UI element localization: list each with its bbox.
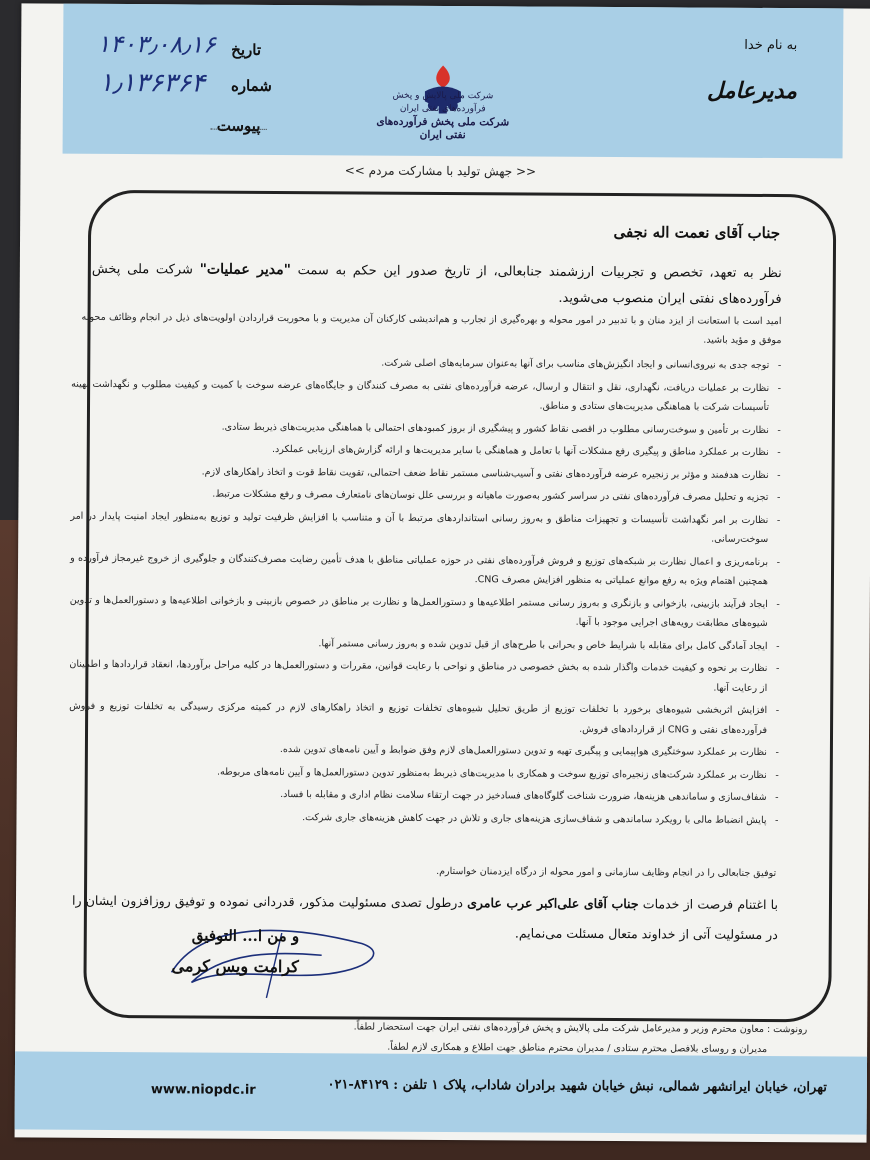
list-item: - ایجاد فرآیند بازبینی، بازخوانی و بازنگری و به‌روز رسانی مستمر اطلاعیه‌ها و دستورالعمل‌ها و نظارت بر مناطق در خصوص بازبینی و بازخوانی اطلاعیه‌ها و دستورالعمل‌ها و تدوین شیوه‌های مطابقت رویه‌های اجرایی موجود با آنها. bbox=[70, 590, 780, 633]
cc-line1-text: معاون محترم وزیر و مدیرعامل شرکت ملی پالایش و پخش فرآورده‌های نفتی ایران جهت استحضار لطفاً. bbox=[353, 1021, 764, 1035]
cc-label: رونوشت : bbox=[766, 1023, 808, 1036]
issuer-role: مدیرعامل bbox=[706, 77, 798, 105]
date-label: تاریخ bbox=[231, 40, 262, 59]
list-item: - شفاف‌سازی و ساماندهی هزینه‌ها، ضرورت شناخت گلوگاه‌های فسادخیز در جهت ارتقاء سلامت نظام اداری و مقابله با فساد. bbox=[69, 784, 779, 808]
duties-list bbox=[68, 352, 781, 833]
cc-block bbox=[107, 1016, 807, 1060]
attachment-label: پیوست bbox=[216, 116, 261, 135]
position-title: "مدیر عملیات" bbox=[199, 261, 291, 279]
number-label: شماره bbox=[230, 76, 272, 95]
website: www.niopdc.ir bbox=[150, 1082, 256, 1098]
list-item: - افزایش اثربخشی شیوه‌های برخورد با تخلفات توزیع از طریق تحلیل شیوه‌های تخلفات توزیع و اتخاذ راهکارهای لازم در کمیته مرکزی رسیدگی به تخلفات توزیع و فروش فرآورده‌های نفتی و CNG از قراردادهای فروش. bbox=[69, 697, 779, 740]
date-handwritten: ۱۴۰۳٫۰۸٫۱۶ bbox=[97, 29, 217, 59]
footer-address bbox=[327, 1077, 826, 1095]
list-item: - تجزیه و تحلیل مصرف فرآورده‌های نفتی در سراسر کشور به‌صورت ماهیانه و بررسی علل نوسان‌های نامتعارف مصرف و رفع مشکلات مرتبط. bbox=[70, 484, 780, 508]
list-item: - ایجاد آمادگی کامل برای مقابله با شرایط خاص و بحرانی با طرح‌های از قبل تدوین شده و به‌روز رسانی مستمر آنها. bbox=[70, 632, 780, 656]
predecessor-name: جناب آقای علی‌اکبر عرب عامری bbox=[467, 895, 639, 912]
list-item: - برنامه‌ریزی و اعمال نظارت بر شبکه‌های توزیع و فروش فرآورده‌های نفتی در حوزه عملیاتی مناطق با هدف تأمین رضایت مصرف‌کنندگان و جلوگیری از خروج غیرمجاز فرآورده و همچنین اهتمام ویژه به رفع موانع عملیاتی به منظور افزایش مصرف CNG. bbox=[70, 548, 780, 591]
list-item: - نظارت بر عملیات دریافت، نگهداری، نقل و انتقال و ارسال، عرضه فرآورده‌های نفتی به مصرف کنندگان و جایگاه‌های عرضه سوخت با کمیت و کیفیت مطلوب و نگهداشت بهینه تأسیسات شرکت با هماهنگی مدیریت‌های ستادی و مناطق. bbox=[71, 374, 781, 417]
org-name bbox=[373, 90, 513, 143]
recipient: جناب آقای نعمت اله نجفی bbox=[613, 223, 781, 243]
invocation-text: به نام خدا bbox=[744, 37, 798, 54]
letter-page bbox=[15, 3, 870, 1142]
signoff: و من ا... التوفیق bbox=[191, 926, 300, 946]
cc-line2-text: مدیران و روسای بلافصل محترم ستادی / مدیران محترم مناطق جهت اطلاع و همکاری لازم لطفاً. bbox=[387, 1041, 768, 1055]
list-item: - نظارت بر عملکرد مناطق و پیگیری رفع مشکلات آنها با تعامل و هماهنگی با سایر مدیریت‌ها و ارائه گزارش‌های ارزیابی عملکرد. bbox=[71, 439, 781, 463]
list-item: - نظارت بر امر نگهداشت تأسیسات و تجهیزات مناطق و بەروز رسانی استانداردهای مرتبط با آن و متناسب با افزایش ظرفیت تولید و توزیع به‌منظور ایجاد امنیت پایدار در امر سوخت‌رسانی. bbox=[70, 506, 780, 549]
intro-cont: شرکت ملی پخش فرآورده‌های نفتی ایران منصوب می‌شوید. bbox=[91, 261, 782, 308]
signatory-name: کرامت ویس کرمی bbox=[171, 956, 299, 977]
appointment-paragraph bbox=[92, 256, 782, 313]
intro-text: نظر به تعهد، تخصص و تجربیات ارزشمند جنابعالی، از تاریخ صدور این حکم به سمت bbox=[297, 263, 782, 282]
list-item: - نظارت بر نحوه و کیفیت خدمات واگذار شده به بخش خصوصی در مناطق و نواحی با رعایت قوانین، مقررات و دستورالعمل‌ها در کلیه مراحل برآوردها، انعقاد قراردادها و اطمینان از رعایت آنها. bbox=[69, 655, 779, 698]
list-item: - توجه جدی به نیروی‌انسانی و ایجاد انگیزش‌های مناسب برای آنها به‌عنوان سرمایه‌های اصلی شرکت. bbox=[71, 352, 781, 376]
address-text: تهران، خیابان ایرانشهر شمالی، نبش خیابان شهید برادران شاداب، پلاک ۱ bbox=[431, 1077, 827, 1096]
list-item: - نظارت هدفمند و مؤثر بر زنجیره عرضه فرآورده‌های نفتی و آسیب‌شناسی مستمر نقاط ضعف احتمالی، تقویت نقاط قوت و اتخاذ راهکارهای لازم. bbox=[71, 461, 781, 485]
closing-post: درطول تصدی مسئولیت مذکور، قدردانی نموده و توفیق روزافزون ایشان را در مسئولیت آتی از خداوند متعال مسئلت می‌نمایم. bbox=[71, 892, 778, 943]
number-handwritten: ۱٫۱۳۶۳۶۴ bbox=[98, 67, 206, 99]
org-name-line1: شرکت ملی پالایش و پخش فرآورده‌های نفتی ایران bbox=[392, 90, 494, 115]
closing-pre: با اغتنام فرصت از خدمات bbox=[642, 896, 779, 913]
list-item: - نظارت بر تأمین و سوخت‌رسانی مطلوب در اقصی نقاط کشور و پیشگیری از بروز کمبودهای احتمالی با هماهنگی مدیریت‌های ذیربط ستادی. bbox=[71, 416, 781, 440]
hope-paragraph: امید است با استعانت از ایزد منان و با تدبیر در امور محوله و بهره‌گیری از تجارب و هم‌اندیشی کارکنان آن مدیریت و با محوریت قراردادن اولویت‌های ذیل در انجام وظائف محوله موفق و مؤید باشید. bbox=[81, 311, 782, 347]
success-wish: توفیق جنابعالی را در انجام وظایف سازمانی و امور محوله از درگاه ایزدمنان خواستارم. bbox=[436, 865, 777, 880]
phone-label: تلفن : bbox=[393, 1077, 428, 1093]
org-name-line2: شرکت ملی پخش فرآورده‌های نفتی ایران bbox=[376, 115, 510, 142]
list-item: - پایش انضباط مالی با رویکرد ساماندهی و شفاف‌سازی هزینه‌های جاری و تلاش در جهت کاهش هزینه‌های جاری شرکت. bbox=[68, 806, 778, 830]
list-item: - نظارت بر عملکرد سوختگیری هواپیمایی و پیگیری تهیه و تدوین دستورالعمل‌های لازم وفق ضوابط و آیین نامه‌های تدوین شده. bbox=[69, 739, 779, 763]
slogan: << جهش تولید با مشارکت مردم >> bbox=[344, 163, 537, 179]
phone-number: ۸۴۱۲۹-۰۲۱ bbox=[327, 1077, 389, 1093]
list-item: - نظارت بر عملکرد شرکت‌های زنجیره‌ای توزیع سوخت و همکاری با مدیریت‌های ذیربط به‌منظور تدوین دستورالعمل‌ها و آیین نامه‌های مربوطه. bbox=[69, 761, 779, 785]
